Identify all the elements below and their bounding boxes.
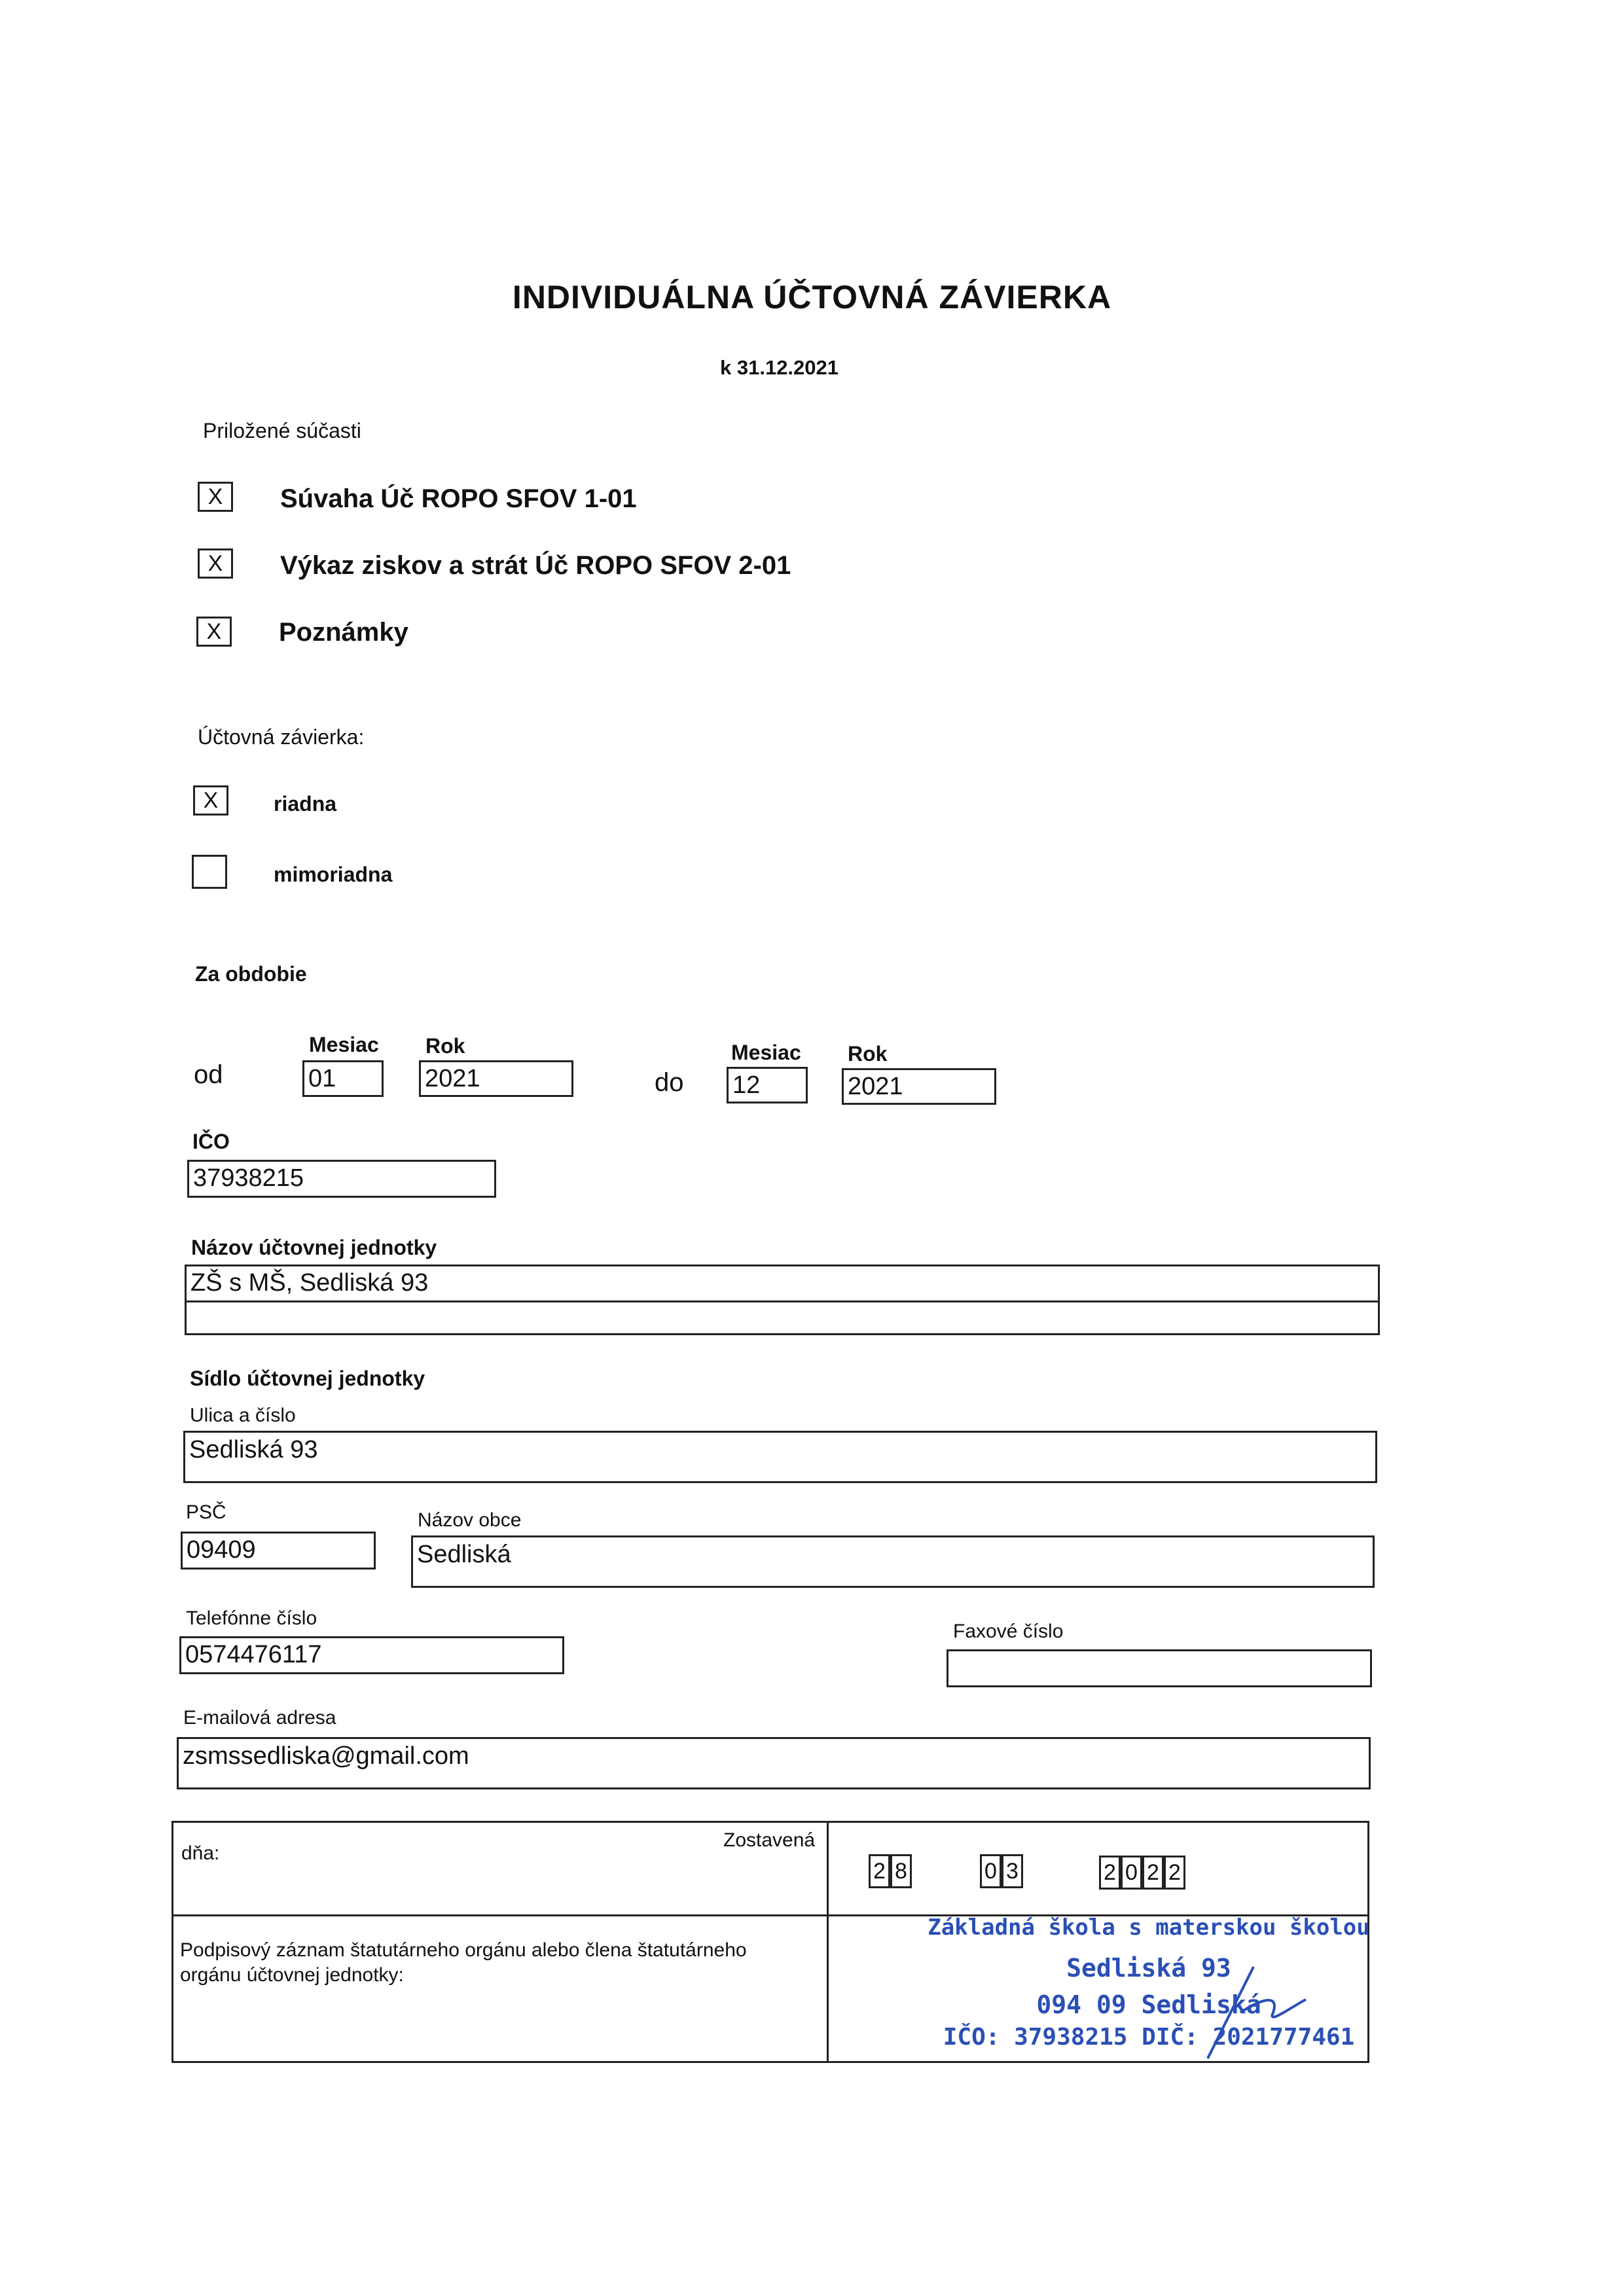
day-digit-1[interactable]: 2 (869, 1854, 890, 1888)
city-label: Názov obce (418, 1509, 522, 1531)
checkbox-extraordinary[interactable] (192, 855, 227, 889)
year-digit-2[interactable]: 0 (1121, 1856, 1142, 1890)
fax-field[interactable] (947, 1649, 1372, 1687)
company-stamp (913, 1914, 1384, 2051)
phone-field[interactable]: 0574476117 (179, 1636, 564, 1674)
name-field-line2[interactable] (185, 1301, 1380, 1335)
to-month-label: Mesiac (731, 1041, 801, 1064)
to-year-label: Rok (848, 1042, 888, 1066)
compiled-label: Zostavená (723, 1829, 816, 1851)
checkbox-regular[interactable]: X (193, 785, 228, 816)
label-extraordinary: mimoriadna (274, 863, 393, 886)
to-year-field[interactable]: 2021 (842, 1068, 996, 1105)
from-month-label: Mesiac (309, 1033, 379, 1056)
compiled-day-label: dňa: (181, 1842, 220, 1864)
as-of-date: k 31.12.2021 (720, 356, 839, 379)
year-digit-3[interactable]: 2 (1142, 1856, 1164, 1890)
checkbox-notes[interactable]: X (196, 617, 232, 647)
email-label: E-mailová adresa (183, 1707, 336, 1729)
to-month-field[interactable]: 12 (727, 1067, 808, 1103)
month-digit-2[interactable]: 3 (1001, 1854, 1023, 1888)
checkbox-balance-sheet[interactable]: X (198, 482, 233, 512)
phone-label: Telefónne číslo (186, 1607, 317, 1629)
stamp-line-4: IČO: 37938215 DIČ: 2021777461 (943, 2024, 1355, 2051)
table-column-divider (827, 1823, 829, 2061)
psc-field[interactable]: 09409 (181, 1532, 376, 1570)
handwritten-signature (1195, 1954, 1312, 2065)
attached-heading: Priložené súčasti (203, 419, 361, 442)
email-field[interactable]: zsmssedliska@gmail.com (177, 1737, 1371, 1789)
label-regular: riadna (274, 792, 337, 816)
statement-type-heading: Účtovná závierka: (198, 725, 365, 749)
label-notes: Poznámky (279, 618, 408, 647)
stamp-line-1: Základná škola s materskou školou (928, 1914, 1370, 1941)
from-year-label: Rok (425, 1034, 465, 1058)
from-year-field[interactable]: 2021 (419, 1060, 573, 1097)
from-label: od (194, 1060, 223, 1089)
city-field[interactable]: Sedliská (411, 1535, 1375, 1588)
street-field[interactable]: Sedliská 93 (183, 1431, 1377, 1483)
fax-label: Faxové číslo (953, 1621, 1064, 1642)
stamp-line-3: 094 09 Sedliská (1036, 1990, 1261, 2019)
name-label: Názov účtovnej jednotky (191, 1236, 437, 1259)
compiled-signature-table (171, 1821, 1369, 2063)
seat-heading: Sídlo účtovnej jednotky (190, 1367, 425, 1390)
label-profit-loss: Výkaz ziskov a strát Úč ROPO SFOV 2-01 (280, 551, 791, 580)
name-field-line1[interactable]: ZŠ s MŠ, Sedliská 93 (185, 1265, 1380, 1302)
month-digit-1[interactable]: 0 (980, 1854, 1001, 1888)
checkbox-profit-loss[interactable]: X (198, 548, 233, 579)
day-digit-2[interactable]: 8 (890, 1854, 912, 1888)
stamp-line-2: Sedliská 93 (1066, 1954, 1231, 1982)
to-label: do (655, 1068, 684, 1097)
year-digit-4[interactable]: 2 (1164, 1856, 1185, 1890)
ico-field[interactable]: 37938215 (187, 1160, 496, 1198)
document-title: INDIVIDUÁLNA ÚČTOVNÁ ZÁVIERKA (512, 279, 1112, 315)
period-heading: Za obdobie (195, 962, 307, 986)
year-digit-1[interactable]: 2 (1099, 1856, 1121, 1890)
street-label: Ulica a číslo (190, 1405, 296, 1426)
from-month-field[interactable]: 01 (302, 1060, 384, 1097)
signature-label: Podpisový záznam štatutárneho orgánu alebo člena štatutárneho orgánu účtovnej jednotky: (180, 1939, 747, 1986)
ico-label: IČO (192, 1130, 230, 1153)
label-balance-sheet: Súvaha Úč ROPO SFOV 1-01 (280, 484, 637, 513)
psc-label: PSČ (186, 1501, 226, 1523)
